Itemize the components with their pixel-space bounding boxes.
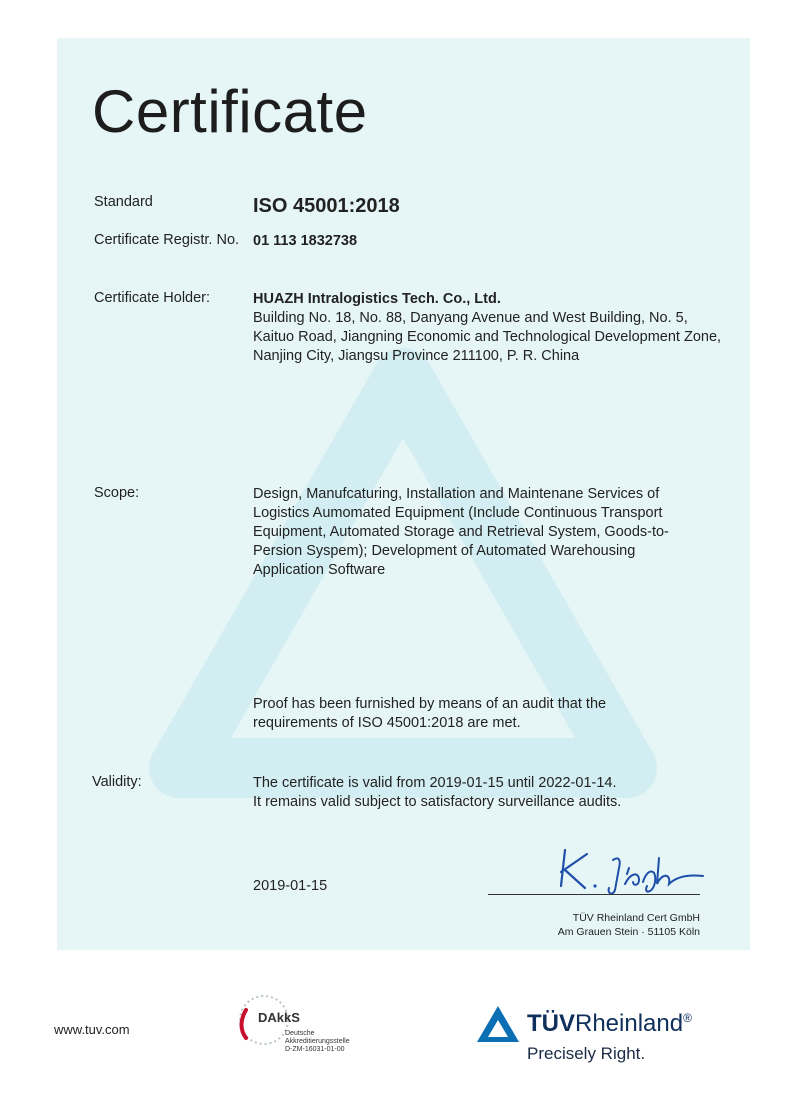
scope-text: Design, Manufcaturing, Installation and Maintenane Services of Logistics Aumomated Equipment (Include Continuous Transport Equipment, Automated Storage and Retrieval System, Goods-to-Persion Syspem); Development of Automated Warehousing Application Software <box>253 486 669 578</box>
tuv-registered-mark: ® <box>683 1011 692 1025</box>
tuv-brand-name <box>527 1010 692 1038</box>
signature-icon <box>535 838 710 896</box>
tuv-tagline: Precisely Right. <box>527 1044 646 1063</box>
scope-label: Scope: <box>94 485 140 501</box>
website-url[interactable]: www.tuv.com <box>54 1022 130 1037</box>
tuv-brand-bold: TÜV <box>527 1010 575 1037</box>
standard-value: ISO 45001:2018 <box>253 195 400 217</box>
tuv-brand-regular: Rheinland <box>575 1010 684 1037</box>
dakks-line3: D-ZM-16031-01-00 <box>285 1046 345 1053</box>
dakks-title: DAkkS <box>258 1010 300 1025</box>
issuer-address: Am Grauen Stein · 51105 Köln <box>557 926 700 938</box>
dakks-line2: Akkreditierungsstelle <box>285 1038 350 1045</box>
dakks-line1: Deutsche <box>285 1030 315 1037</box>
standard-label: Standard <box>94 194 153 210</box>
issue-date: 2019-01-15 <box>253 878 328 894</box>
dakks-text <box>285 1030 350 1054</box>
holder-name: HUAZH Intralogistics Tech. Co., Ltd. <box>253 291 501 307</box>
tuv-triangle-logo-icon <box>474 1003 522 1045</box>
registration-number: 01 113 1832738 <box>253 233 358 249</box>
registration-label: Certificate Registr. No. <box>94 232 240 248</box>
holder-label: Certificate Holder: <box>94 290 211 306</box>
issuer-block <box>488 911 700 939</box>
validity-label: Validity: <box>92 774 142 790</box>
holder-address: Building No. 18, No. 88, Danyang Avenue and West Building, No. 5, Kaituo Road, Jiangning Economic and Technological Development Zone, Nanjing City, Jiangsu Province 211100, P. R. China <box>253 310 722 364</box>
issuer-name: TÜV Rheinland Cert GmbH <box>572 912 700 924</box>
signature-line <box>488 894 700 895</box>
certificate-title: Certificate <box>92 78 368 145</box>
validity-period: The certificate is valid from 2019-01-15 until 2022-01-14. <box>253 775 617 791</box>
validity-text <box>253 774 703 812</box>
validity-condition: It remains valid subject to satisfactory surveillance audits. <box>253 794 622 810</box>
proof-statement: Proof has been furnished by means of an audit that the requirements of ISO 45001:2018 are met. <box>253 696 607 731</box>
